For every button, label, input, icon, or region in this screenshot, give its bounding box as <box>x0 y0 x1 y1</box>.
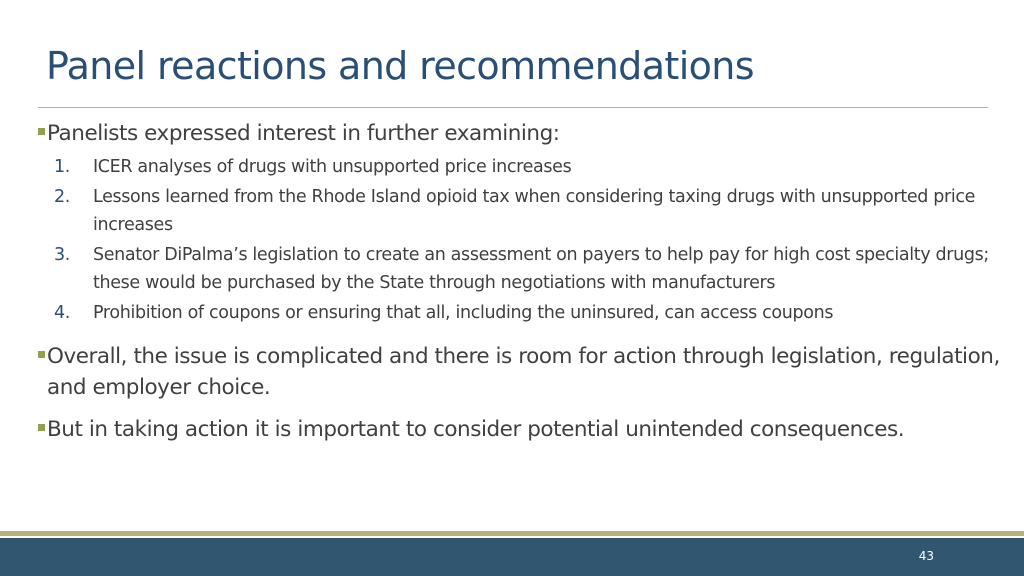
list-item-text: ICER analyses of drugs with unsupported price increases <box>93 157 572 177</box>
list-item <box>38 299 1008 327</box>
slide-title: Panel reactions and recommendations <box>46 44 754 88</box>
footer-band <box>0 538 1024 576</box>
page-number: 43 <box>918 549 934 563</box>
list-item-text: Lessons learned from the Rhode Island opioid tax when considering taxing drugs with unsupported price increases <box>93 187 976 235</box>
square-bullet-icon <box>38 128 45 135</box>
numbered-list <box>38 153 1008 327</box>
list-item-text: Prohibition of coupons or ensuring that all, including the uninsured, can access coupons <box>93 303 834 323</box>
square-bullet-icon <box>38 424 45 431</box>
bullet-text: Overall, the issue is complicated and there is room for action through legislation, regulation, and employer choice. <box>47 344 1000 400</box>
list-number: 1. <box>54 157 70 177</box>
square-bullet-icon <box>38 351 45 358</box>
title-divider <box>38 107 988 108</box>
footer-accent-line <box>0 531 1024 536</box>
list-item <box>38 241 1008 297</box>
list-number: 2. <box>54 187 70 207</box>
bullet-item <box>38 414 1008 445</box>
list-number: 4. <box>54 303 70 323</box>
list-item-text: Senator DiPalma’s legislation to create an assessment on payers to help pay for high cost specialty drugs; these would be purchased by the State through negotiations with manufacturers <box>93 245 989 293</box>
bullet-item <box>38 341 1008 403</box>
bullet-text: But in taking action it is important to consider potential unintended consequences. <box>47 417 905 442</box>
list-item <box>38 153 1008 181</box>
bullet-item <box>38 118 1008 149</box>
slide-content <box>38 118 1008 445</box>
bullet-text: Panelists expressed interest in further examining: <box>47 121 560 146</box>
list-number: 3. <box>54 245 70 265</box>
list-item <box>38 183 1008 239</box>
